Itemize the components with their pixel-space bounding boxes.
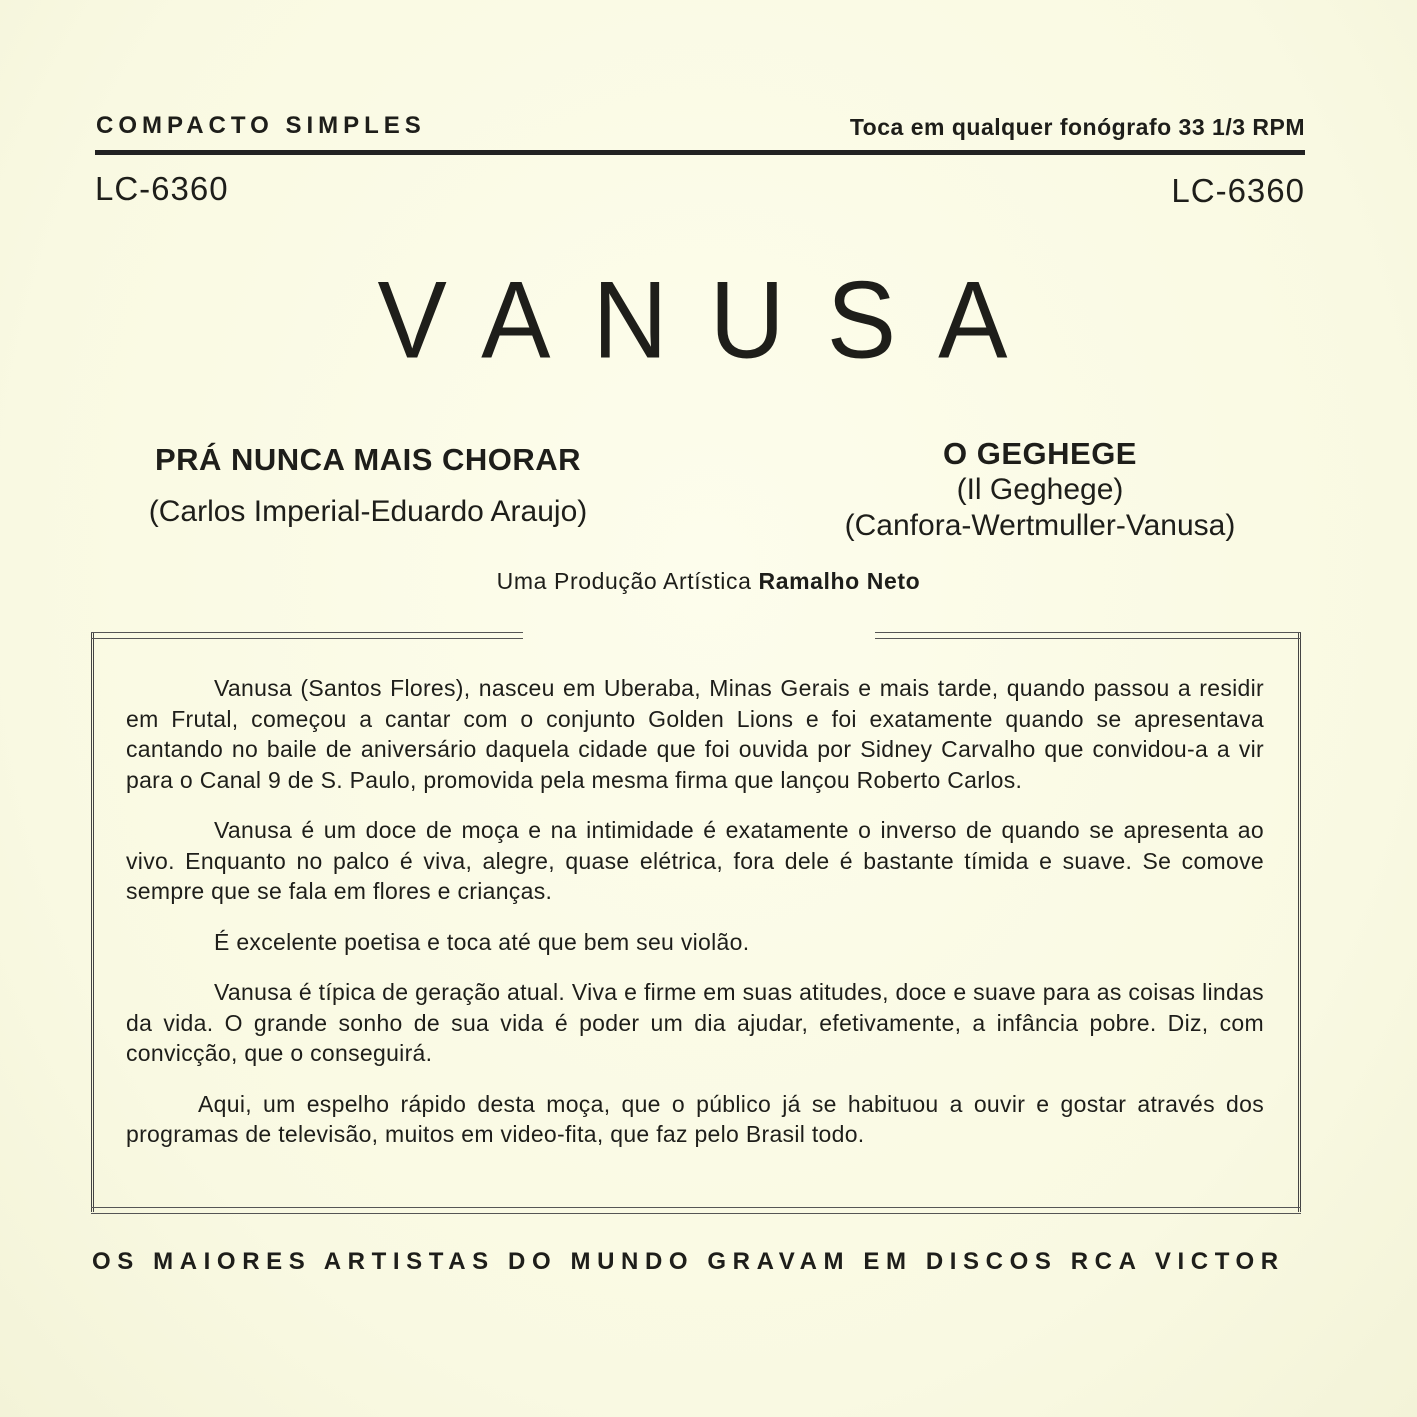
liner-paragraph: Aqui, um espelho rápido desta moça, que o público já se habituou a ouvir e gostar através dos programas de televisão, muitos em video-fita, que faz pelo Brasil todo. [126,1090,1264,1147]
label-slogan: OS MAIORES ARTISTAS DO MUNDO GRAVAM EM DISCOS RCA VICTOR [92,1248,1285,1275]
song-b-title: O GEGHEGE [943,436,1137,471]
song-a-title: PRÁ NUNCA MAIS CHORAR [154,442,582,477]
liner-paragraph: Vanusa é um doce de moça e na intimidade é exatamente o inverso de quando se apresenta ao vivo. Enquanto no palco é viva, alegre, quase elétrica, fora dele é bastante tímida e suave. Se comove sempre que se fala em flores e crianças. [126,817,1264,904]
liner-notes [126,673,1264,1170]
producer-name: Ramalho Neto [758,568,921,594]
header-divider [95,150,1305,155]
production-credit [0,568,1417,595]
frame-top-rule-right [875,632,1301,639]
liner-paragraph: Vanusa (Santos Flores), nasceu em Uberaba, Minas Gerais e mais tarde, quando passou a residir em Frutal, começou a cantar com o conjunto Golden Lions e foi exatamente quando se apresentava cantando no baile de aniversário daquela cidade que foi ouvida por Sidney Carvalho que convidou-a a vir para o Canal 9 de S. Paulo, promovida pela mesma firma que lançou Roberto Carlos. [126,675,1264,793]
liner-paragraph: Vanusa é típica de geração atual. Viva e firme em suas atitudes, doce e suave para as coisas lindas da vida. O grande sonho de sua vida é poder um dia ajudar, efetivamente, a infância pobre. Diz, com convicção, que o conseguirá. [126,979,1264,1066]
playback-note: Toca em qualquer fonógrafo 33 1/3 RPM [849,114,1305,140]
liner-paragraph: É excelente poetisa e toca até que bem seu violão. [214,928,750,955]
song-a-credits: (Carlos Imperial-Eduardo Araujo) [148,495,588,528]
song-b [760,436,1320,544]
song-a [108,442,628,530]
catalog-number-left: LC-6360 [95,170,229,207]
catalog-number-right: LC-6360 [1171,172,1305,209]
song-b-original-title: (Il Geghege) [956,473,1124,506]
song-b-credits: (Canfora-Wertmuller-Vanusa) [844,509,1236,542]
format-label: COMPACTO SIMPLES [96,112,426,139]
frame-top-rule-left [91,632,523,639]
artist-name: VANUSA [377,260,1050,382]
production-prefix: Uma Produção Artística [496,568,752,594]
frame-bottom-rule [91,1207,1301,1214]
